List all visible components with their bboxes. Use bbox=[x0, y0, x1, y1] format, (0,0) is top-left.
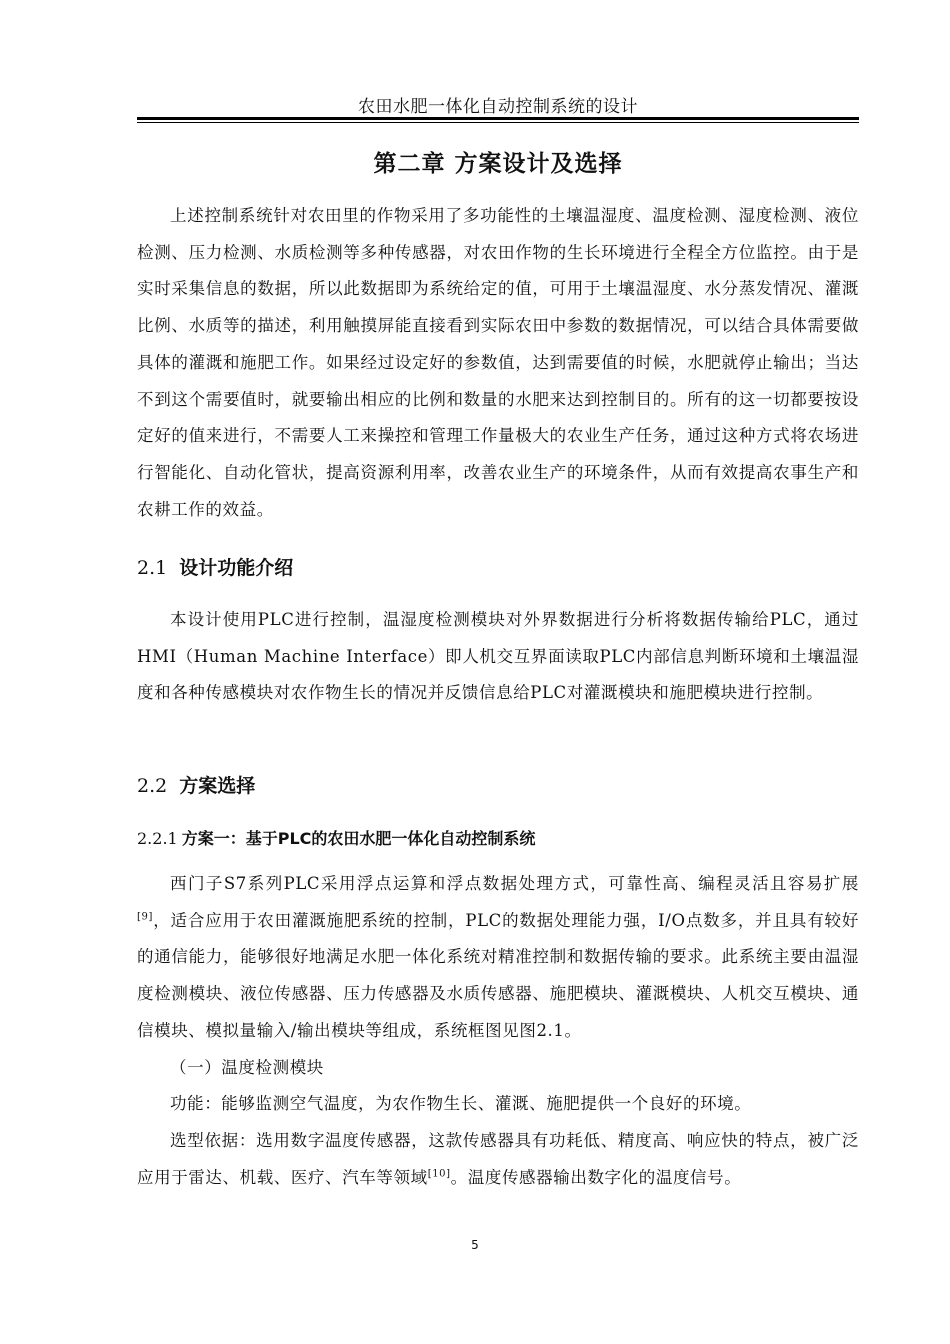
basis-text-b: 。温度传感器输出数字化的温度信号。 bbox=[450, 1167, 742, 1187]
section-2-2-1-title: 方案一：基于PLC的农田水肥一体化自动控制系统 bbox=[181, 829, 536, 848]
temperature-module-title: （一）温度检测模块 bbox=[170, 1057, 324, 1077]
section-2-1-paragraph: 本设计使用PLC进行控制，温湿度检测模块对外界数据进行分析将数据传输给PLC，通过HMI（Human Machine Interface）即人机交互界面读取PLC内部信息判断环境和土壤温湿度和各种传感模块对农作物生长的情况并反馈信息给PLC对灌溉模块和施肥模块进行控制。 bbox=[137, 610, 859, 703]
intro-paragraph: 上述控制系统针对农田里的作物采用了多功能性的土壤温湿度、温度检测、湿度检测、液位检测、压力检测、水质检测等多种传感器，对农田作物的生长环境进行全程全方位监控。由于是实时采集信息的数据，所以此数据即为系统给定的值，可用于土壤温湿度、水分蒸发情况、灌溉比例、水质等的描述，利用触摸屏能直接看到实际农田中参数的数据情况，可以结合具体需要做具体的灌溉和施肥工作。如果经过设定好的参数值，达到需要值的时候，水肥就停止输出；当达不到这个需要值时，就要输出相应的比例和数量的水肥来达到控制目的。所有的这一切都要按设定好的值来进行，不需要人工来操控和管理工作量极大的农业生产任务，通过这种方式将农场进行智能化、自动化管状，提高资源利用率，改善农业生产的环境条件，从而有效提高农事生产和农耕工作的效益。 bbox=[137, 206, 859, 519]
section-2-2-1-number: 2.2.1 bbox=[137, 829, 178, 848]
section-2-2-1-heading bbox=[137, 826, 859, 849]
plc-paragraph-text-a: 西门子S7系列PLC采用浮点运算和浮点数据处理方式，可靠性高、编程灵活且容易扩展 bbox=[170, 874, 859, 893]
section-2-1-heading bbox=[137, 553, 859, 580]
section-2-2-heading bbox=[137, 771, 859, 798]
section-2-1-body bbox=[137, 602, 859, 712]
intro-section bbox=[137, 198, 859, 528]
plc-paragraph-text-b: ，适合应用于农田灌溉施肥系统的控制，PLC的数据处理能力强，I/O点数多，并且具有较好的通信能力，能够很好地满足水肥一体化系统对精准控制和数据传输的要求。此系统主要由温湿度检测模块、液位传感器、压力传感器及水质传感器、施肥模块、灌溉模块、人机交互模块、通信模块、模拟量输入/输出模块等组成，系统框图见图2.1。 bbox=[137, 910, 859, 1040]
temperature-function-text: 功能：能够监测空气温度，为农作物生长、灌溉、施肥提供一个良好的环境。 bbox=[170, 1094, 752, 1114]
header-rule-thin bbox=[137, 122, 859, 123]
section-2-2-title: 方案选择 bbox=[179, 775, 256, 797]
citation-10: [10] bbox=[427, 1168, 451, 1180]
section-2-1-number: 2.1 bbox=[137, 557, 168, 579]
running-header: 农田水肥一体化自动控制系统的设计 bbox=[358, 97, 638, 117]
header-rule-thick bbox=[137, 117, 859, 120]
chapter-title: 第二章 方案设计及选择 bbox=[373, 151, 623, 177]
temperature-basis-paragraph bbox=[137, 1123, 859, 1196]
section-2-2-number: 2.2 bbox=[137, 775, 168, 797]
basis-text-a: 选型依据：选用数字温度传感器，这款传感器具有功耗低、精度高、响应快的特点，被广泛应用于雷达、机载、医疗、汽车等领域 bbox=[137, 1130, 859, 1187]
section-2-2-1-body bbox=[137, 866, 859, 1196]
section-2-1-title: 设计功能介绍 bbox=[179, 557, 294, 579]
citation-9: [9] bbox=[137, 911, 153, 923]
page-number: 5 bbox=[471, 1238, 479, 1252]
plc-paragraph bbox=[137, 866, 859, 1050]
